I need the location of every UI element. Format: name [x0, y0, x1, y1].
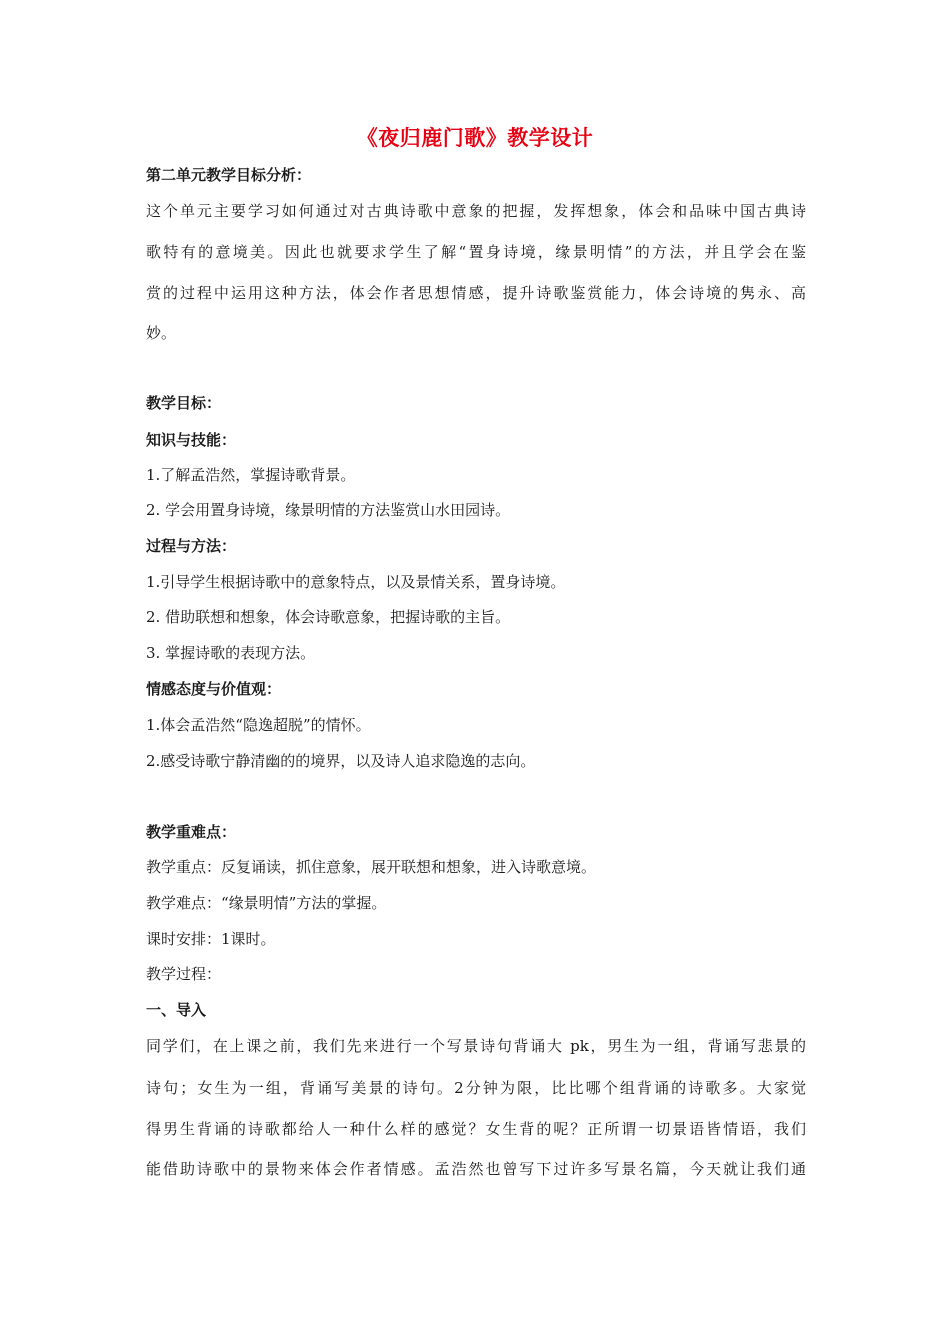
goals-heading: 教学目标： [146, 394, 222, 412]
unit-paragraph-line: 歌特有的意境美。因此也就要求学生了解“置身诗境，缘景明情”的方法，并且学会在鉴 [146, 243, 806, 261]
process-heading: 过程与方法： [146, 537, 237, 555]
process-label: 教学过程： [146, 965, 222, 983]
knowledge-item: 2. 学会用置身诗境，缘景明情的方法鉴赏山水田园诗。 [146, 501, 511, 519]
key-point: 教学重点：反复诵读，抓住意象，展开联想和想象，进入诗歌意境。 [146, 858, 597, 876]
intro-paragraph-line: 能借助诗歌中的景物来体会作者情感。孟浩然也曾写下过许多写景名篇，今天就让我们通 [146, 1160, 806, 1178]
process-item: 2. 借助联想和想象，体会诗歌意象，把握诗歌的主旨。 [146, 608, 511, 626]
intro-heading: 一、导入 [146, 1001, 207, 1019]
intro-paragraph-line: 同学们，在上课之前，我们先来进行一个写景诗句背诵大 pk，男生为一组，背诵写悲景的 [146, 1037, 806, 1055]
process-item: 3. 掌握诗歌的表现方法。 [146, 644, 316, 662]
unit-paragraph-line: 妙。 [146, 324, 177, 342]
unit-paragraph-line: 赏的过程中运用这种方法，体会作者思想情感，提升诗歌鉴赏能力，体会诗境的隽永、高 [146, 284, 806, 302]
knowledge-item: 1.了解孟浩然，掌握诗歌背景。 [146, 466, 356, 484]
intro-paragraph-line: 诗句；女生为一组，背诵写美景的诗句。2分钟为限，比比哪个组背诵的诗歌多。大家觉 [146, 1079, 806, 1097]
emotion-item: 2.感受诗歌宁静清幽的的境界，以及诗人追求隐逸的志向。 [146, 752, 536, 770]
document-title: 《夜归鹿门歌》教学设计 [356, 126, 594, 150]
emotion-item: 1.体会孟浩然“隐逸超脱”的情怀。 [146, 716, 371, 734]
process-item: 1.引导学生根据诗歌中的意象特点，以及景情关系，置身诗境。 [146, 573, 566, 591]
knowledge-heading: 知识与技能： [146, 431, 237, 449]
intro-paragraph-line: 得男生背诵的诗歌都给人一种什么样的感觉？女生背的呢？正所谓一切景语皆情语，我们 [146, 1120, 806, 1138]
emotion-heading: 情感态度与价值观： [146, 680, 282, 698]
unit-heading: 第二单元教学目标分析： [146, 166, 312, 184]
keypoints-heading: 教学重难点： [146, 823, 237, 841]
difficult-point: 教学难点：“缘景明情”方法的掌握。 [146, 894, 387, 912]
schedule: 课时安排：1课时。 [146, 930, 276, 948]
unit-paragraph-line: 这个单元主要学习如何通过对古典诗歌中意象的把握，发挥想象，体会和品味中国古典诗 [146, 202, 806, 220]
